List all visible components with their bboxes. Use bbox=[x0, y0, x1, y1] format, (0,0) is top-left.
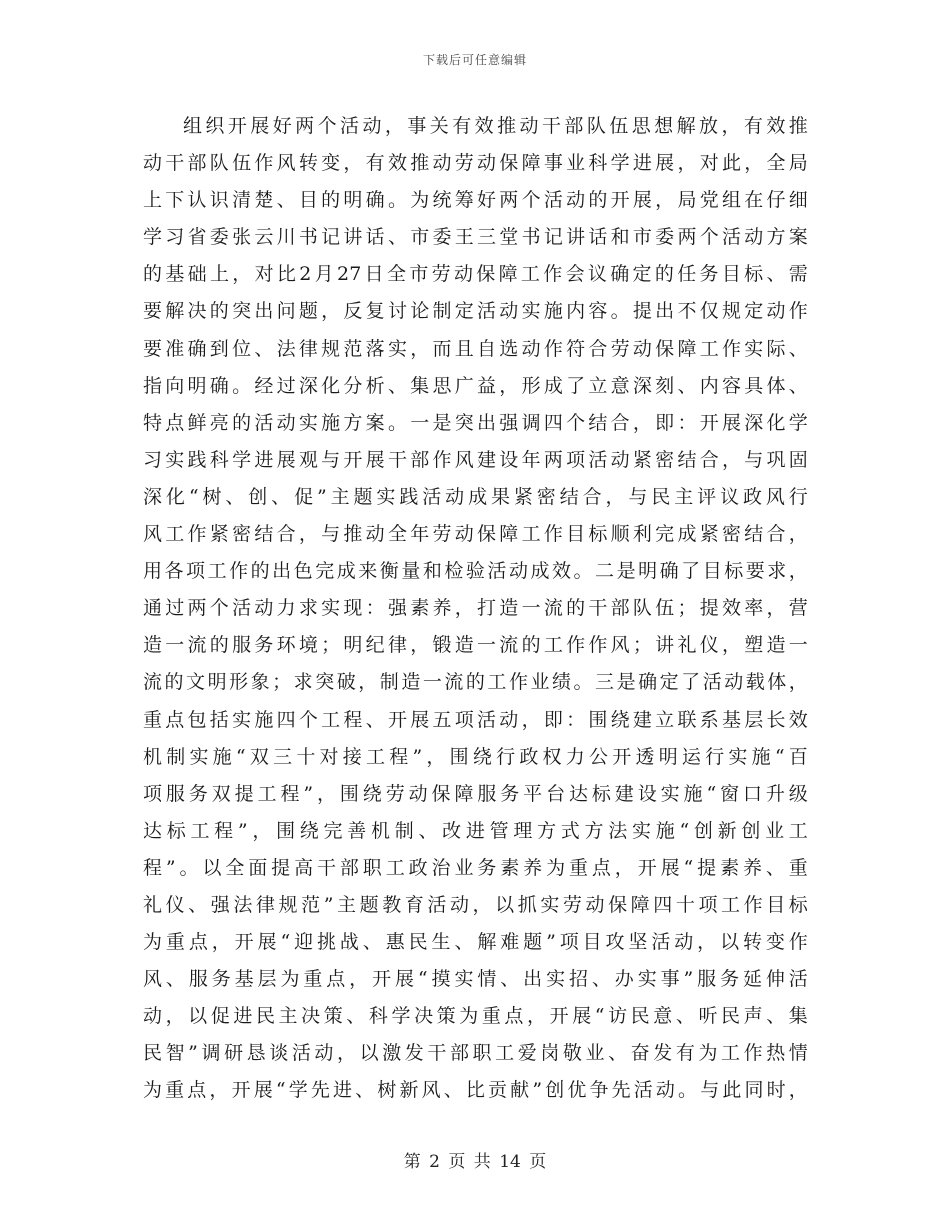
text-line: 风工作紧密结合，与推动全年劳动保障工作目标顺利完成紧密结合， bbox=[143, 523, 808, 546]
text-line: 通过两个活动力求实现：强素养，打造一流的干部队伍；提效率，营 bbox=[143, 597, 808, 620]
text-line: 习实践科学进展观与开展干部作风建设年两项活动紧密结合，与巩固 bbox=[143, 448, 808, 471]
text-line: 的基础上，对比2月27日全市劳动保障工作会议确定的任务目标、需 bbox=[143, 263, 808, 286]
text-line: 达标工程”，围绕完善机制、改进管理方式方法实施“创新创业工 bbox=[143, 819, 808, 842]
text-line: 造一流的服务环境；明纪律，锻造一流的工作作风；讲礼仪，塑造一 bbox=[143, 634, 808, 657]
page-header: 下载后可任意编辑 bbox=[422, 53, 527, 67]
text-line: 要准确到位、法律规范落实，而且自选动作符合劳动保障工作实际、 bbox=[143, 337, 808, 360]
text-line: 程”。以全面提高干部职工政治业务素养为重点，开展“提素养、重 bbox=[143, 856, 808, 879]
text-line: 用各项工作的出色完成来衡量和检验活动成效。二是明确了目标要求， bbox=[143, 560, 808, 583]
text-line: 组织开展好两个活动，事关有效推动干部队伍思想解放，有效推 bbox=[183, 115, 808, 137]
body-text bbox=[143, 108, 808, 1110]
text-line: 流的文明形象；求突破，制造一流的工作业绩。三是确定了活动载体， bbox=[143, 671, 808, 694]
text-line: 要解决的突出问题，反复讨论制定活动实施内容。提出不仅规定动作 bbox=[143, 300, 808, 323]
text-line: 民智”调研恳谈活动，以激发干部职工爱岗敬业、奋发有为工作热情 bbox=[143, 1042, 808, 1065]
page-number-footer: 第 2 页 共 14 页 bbox=[403, 1152, 547, 1172]
text-line: 礼仪、强法律规范”主题教育活动，以抓实劳动保障四十项工作目标 bbox=[143, 893, 808, 916]
text-line: 为重点，开展“迎挑战、惠民生、解难题”项目攻坚活动，以转变作 bbox=[143, 931, 808, 954]
text-line: 特点鲜亮的活动实施方案。一是突出强调四个结合，即：开展深化学 bbox=[143, 411, 808, 434]
text-line: 为重点，开展“学先进、树新风、比贡献”创优争先活动。与此同时， bbox=[143, 1079, 808, 1102]
text-line: 深化“树、创、促”主题实践活动成果紧密结合，与民主评议政风行 bbox=[143, 485, 808, 508]
text-line: 指向明确。经过深化分析、集思广益，形成了立意深刻、内容具体、 bbox=[143, 374, 808, 397]
text-line: 上下认识清楚、目的明确。为统筹好两个活动的开展，局党组在仔细 bbox=[143, 189, 808, 212]
text-line: 风、服务基层为重点，开展“摸实情、出实招、办实事”服务延伸活 bbox=[143, 968, 808, 991]
text-line: 学习省委张云川书记讲话、市委王三堂书记讲话和市委两个活动方案 bbox=[143, 226, 808, 249]
text-line: 重点包括实施四个工程、开展五项活动，即：围绕建立联系基层长效 bbox=[143, 708, 808, 731]
text-line: 机制实施“双三十对接工程”，围绕行政权力公开透明运行实施“百 bbox=[143, 745, 808, 768]
text-line: 项服务双提工程”，围绕劳动保障服务平台达标建设实施“窗口升级 bbox=[143, 782, 808, 805]
text-line: 动干部队伍作风转变，有效推动劳动保障事业科学进展，对此，全局 bbox=[143, 152, 808, 175]
text-line: 动，以促进民主决策、科学决策为重点，开展“访民意、听民声、集 bbox=[143, 1005, 808, 1028]
